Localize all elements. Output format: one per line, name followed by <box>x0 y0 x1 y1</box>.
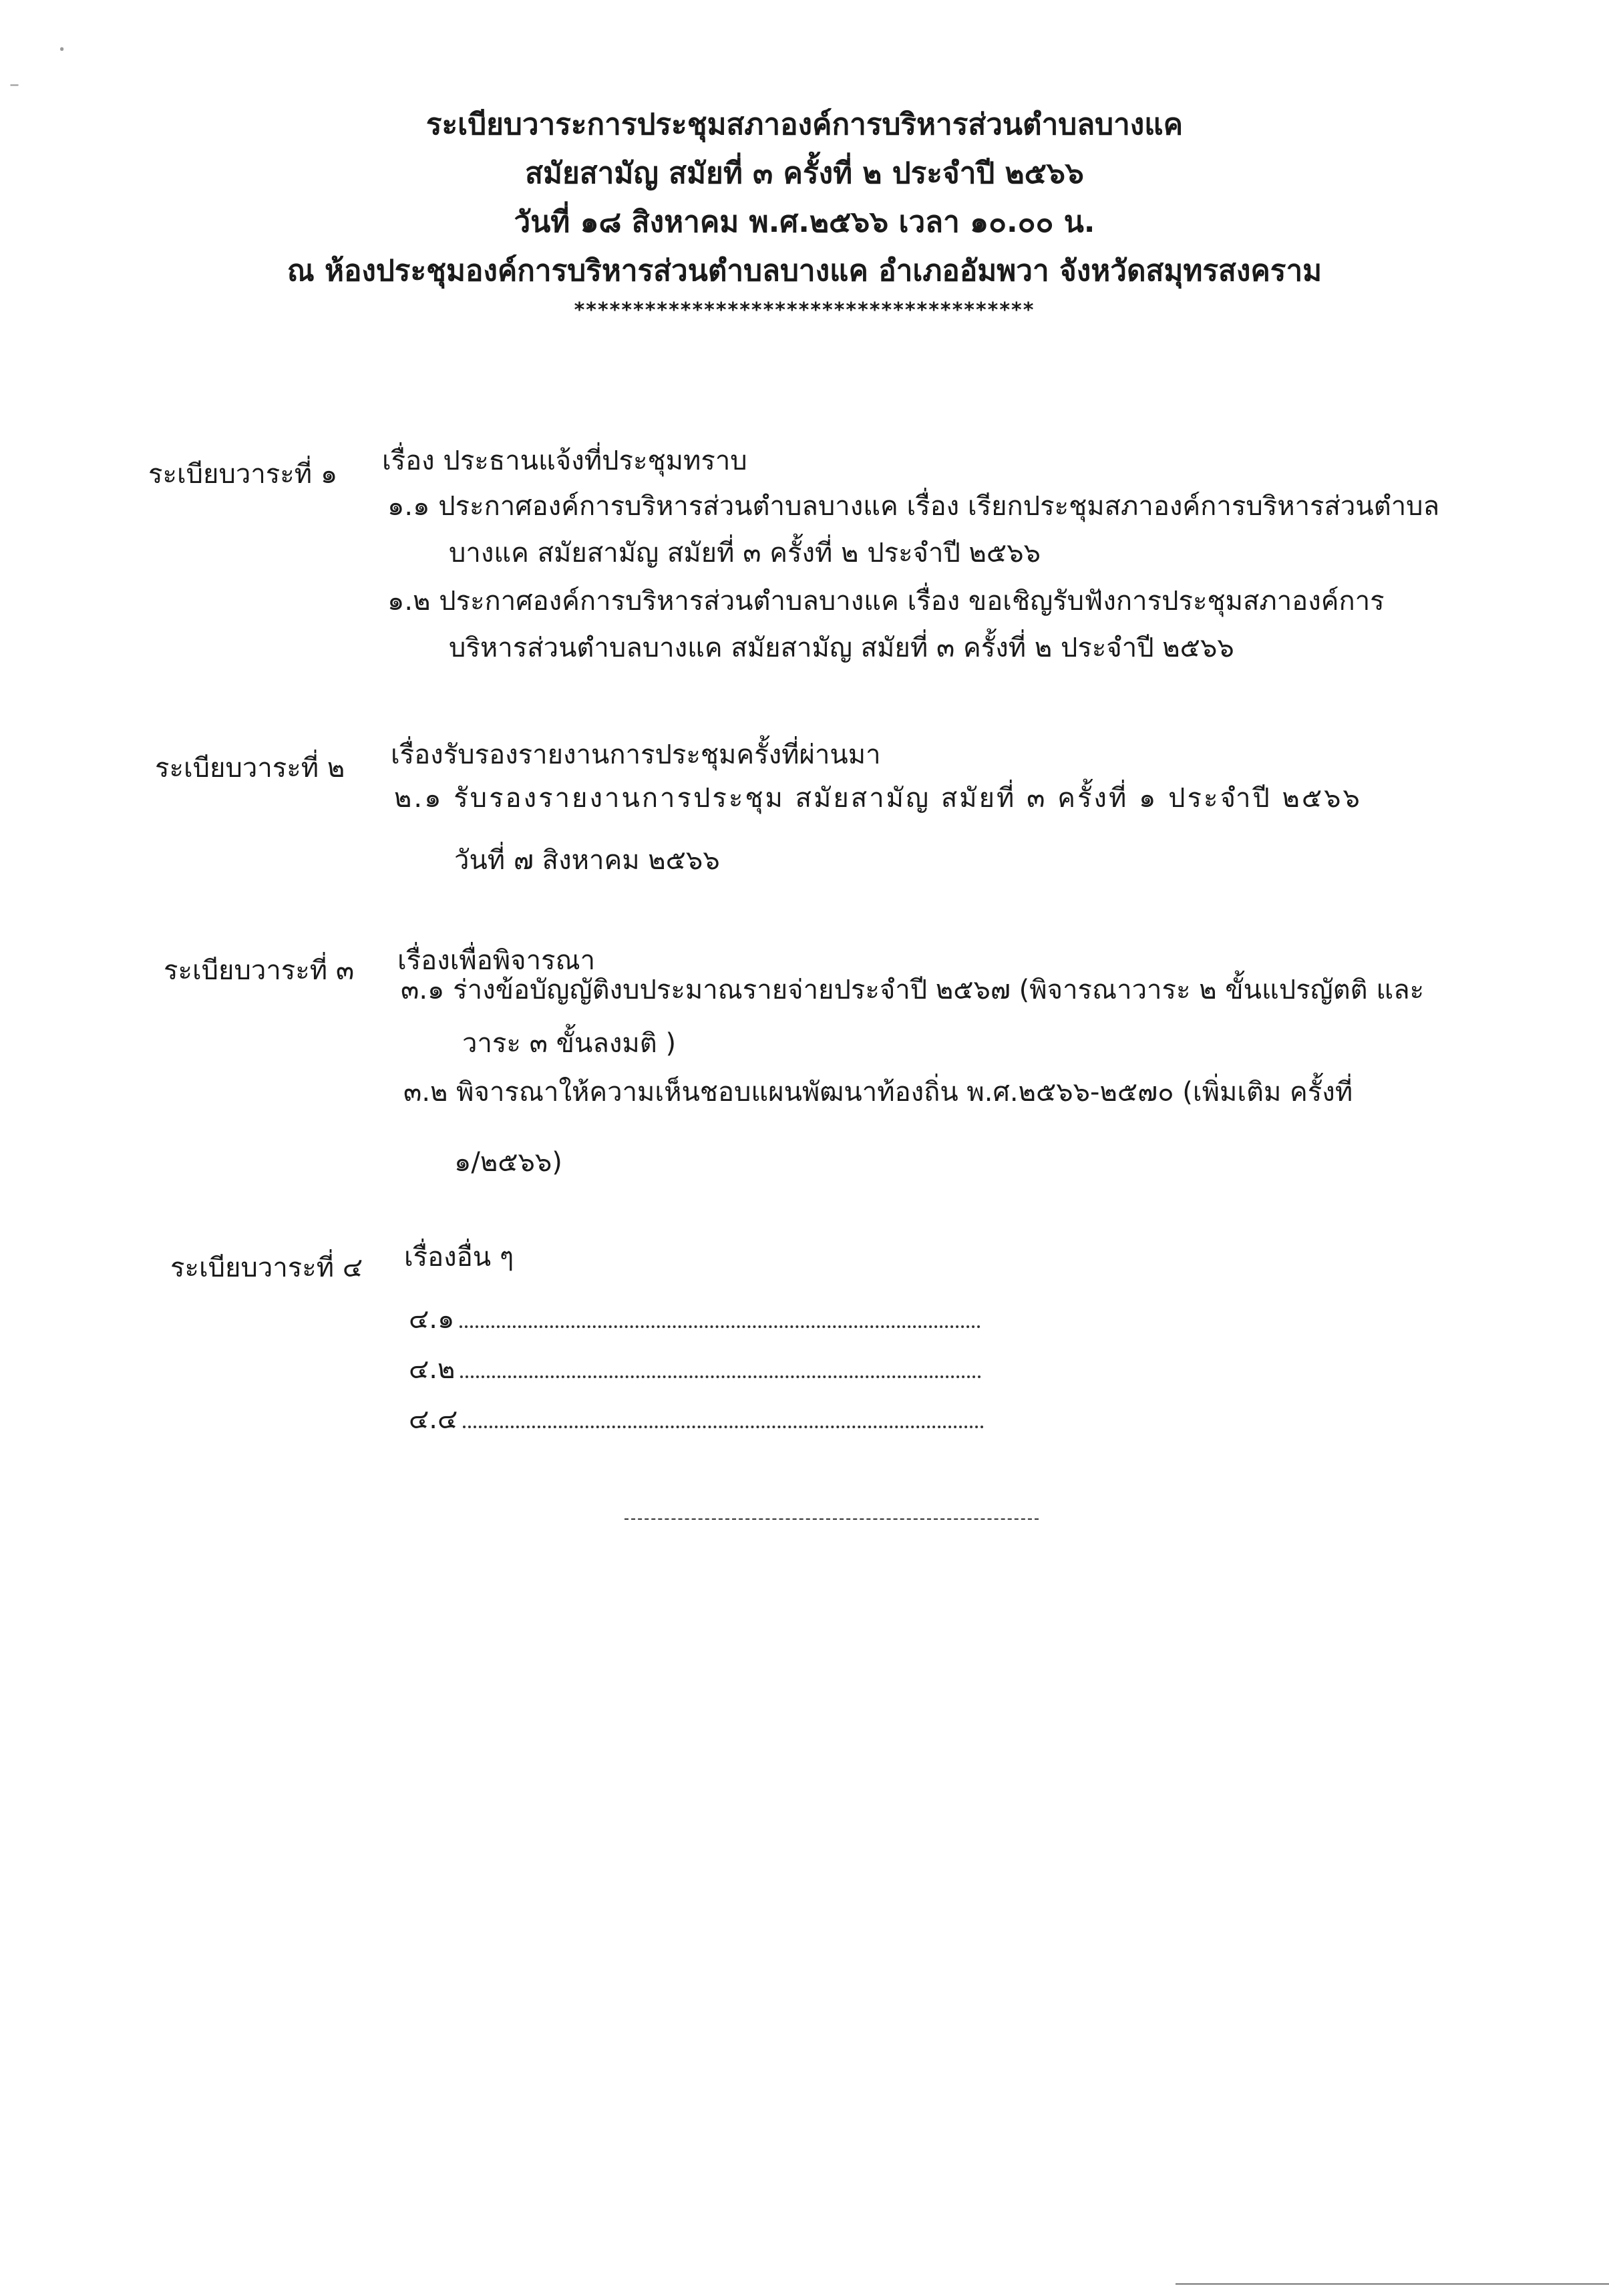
dotted-fill-line <box>460 1320 980 1328</box>
agenda-label: ระเบียบวาระที่ ๒ <box>155 753 345 784</box>
end-of-agenda-rule <box>624 1518 1039 1520</box>
dotted-fill-line <box>460 1370 981 1378</box>
scan-edge-line <box>1176 2283 1609 2285</box>
agenda-label: ระเบียบวาระที่ ๑ <box>148 459 338 490</box>
agenda-item: ๒.๑ รับรองรายงานการประชุม สมัยสามัญ สมัยที่ ๓ ครั้งที่ ๑ ประจำปี ๒๕๖๖ <box>394 783 1362 814</box>
agenda-blank-item <box>409 1356 981 1383</box>
agenda-item-number: ๔.๔ <box>409 1404 458 1435</box>
agenda-topic: เรื่องรับรองรายงานการประชุมครั้งที่ผ่านมา <box>391 740 881 770</box>
agenda-blank-item <box>409 1306 980 1333</box>
agenda-blank-item <box>409 1406 984 1433</box>
agenda-item-continuation: วาระ ๓ ขั้นลงมติ ) <box>462 1028 677 1059</box>
agenda-item: ๓.๑ ร่างข้อบัญญัติงบประมาณรายจ่ายประจำปี ๒๕๖๗ (พิจารณาวาระ ๒ ขั้นแปรญัตติ และ <box>401 975 1425 1005</box>
agenda-item: ๑.๑ ประกาศองค์การบริหารส่วนตำบลบางแค เรื่อง เรียกประชุมสภาองค์การบริหารส่วนตำบล <box>387 491 1440 522</box>
agenda-label: ระเบียบวาระที่ ๓ <box>164 955 355 986</box>
agenda-label: ระเบียบวาระที่ ๔ <box>170 1253 363 1283</box>
agenda-item-continuation: บริหารส่วนตำบลบางแค สมัยสามัญ สมัยที่ ๓ ครั้งที่ ๒ ประจำปี ๒๕๖๖ <box>449 633 1234 663</box>
agenda-item-number: ๔.๑ <box>409 1304 455 1335</box>
venue-line: ณ ห้องประชุมองค์การบริหารส่วนตำบลบางแค อำเภออัมพวา จังหวัดสมุทรสงคราม <box>287 254 1322 288</box>
dotted-fill-line <box>463 1420 984 1428</box>
document-title: ระเบียบวาระการประชุมสภาองค์การบริหารส่วนตำบลบางแค <box>425 108 1184 142</box>
agenda-item-number: ๔.๒ <box>409 1354 456 1385</box>
agenda-item-continuation: วันที่ ๗ สิงหาคม ๒๕๖๖ <box>454 845 720 876</box>
scan-mark: ꞏ <box>59 38 65 61</box>
agenda-item-continuation: ๑/๒๕๖๖) <box>454 1147 562 1178</box>
agenda-item-continuation: บางแค สมัยสามัญ สมัยที่ ๓ ครั้งที่ ๒ ประจำปี ๒๕๖๖ <box>449 538 1041 568</box>
agenda-topic: เรื่องอื่น ๆ <box>404 1242 514 1273</box>
agenda-topic: เรื่องเพื่อพิจารณา <box>397 945 596 976</box>
agenda-topic: เรื่อง ประธานแจ้งที่ประชุมทราบ <box>382 446 747 476</box>
agenda-item: ๓.๒ พิจารณาให้ความเห็นชอบแผนพัฒนาท้องถิ่น พ.ศ.๒๕๖๖-๒๕๗๐ (เพิ่มเติม ครั้งที่ <box>403 1077 1353 1108</box>
session-line: สมัยสามัญ สมัยที่ ๓ ครั้งที่ ๒ ประจำปี ๒๕๖๖ <box>525 156 1084 190</box>
agenda-item: ๑.๒ ประกาศองค์การบริหารส่วนตำบลบางแค เรื่อง ขอเชิญรับฟังการประชุมสภาองค์การ <box>387 586 1385 617</box>
scan-mark: – <box>9 73 19 96</box>
header-separator: *************************************** <box>574 299 1035 322</box>
date-time-line: วันที่ ๑๘ สิงหาคม พ.ศ.๒๕๖๖ เวลา ๑๐.๐๐ น. <box>514 205 1095 239</box>
